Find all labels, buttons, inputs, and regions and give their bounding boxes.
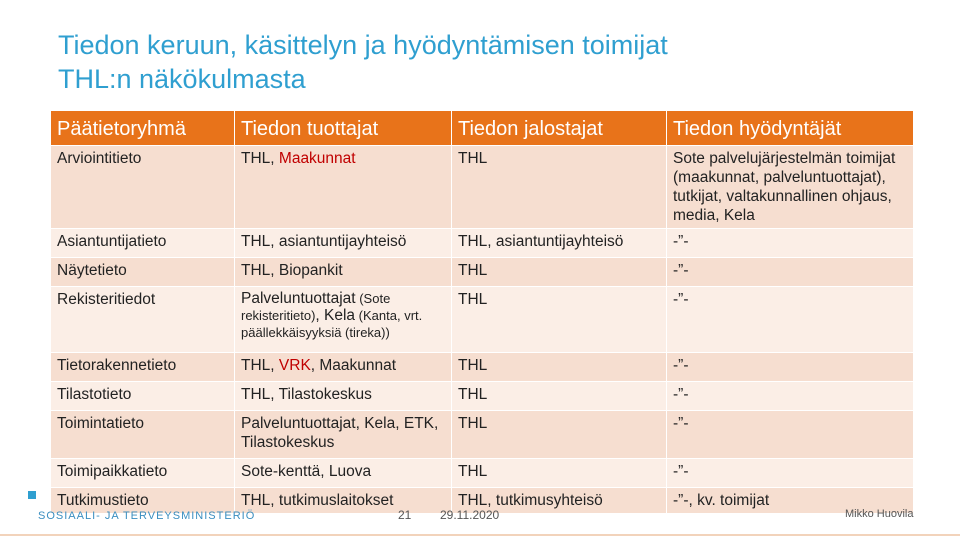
producers-note-2: (Kanta, vrt. päällekkäisyyksiä (tireka)): [241, 308, 423, 340]
slide-date: 29.11.2020: [440, 508, 500, 522]
cell-producers: THL, tutkimuslaitokset: [235, 488, 452, 514]
cell-producers: THL, asiantuntijayhteisö: [235, 229, 452, 258]
cell-group: Tilastotieto: [51, 382, 235, 411]
cell-producers: THL, Biopankit: [235, 258, 452, 287]
slide-title-line-2: THL:n näkökulmasta: [58, 64, 306, 94]
slide-title: [58, 28, 918, 96]
cell-users: -”-: [667, 258, 914, 287]
cell-refiners: THL: [452, 287, 667, 353]
cell-group: Rekisteritiedot: [51, 287, 235, 353]
cell-users: -”-: [667, 459, 914, 488]
table-row: [51, 411, 914, 459]
cell-group: Näytetieto: [51, 258, 235, 287]
cell-producers: THL, Tilastokeskus: [235, 382, 452, 411]
cell-producers: [235, 146, 452, 229]
table-row: [51, 459, 914, 488]
table-row: [51, 382, 914, 411]
producers-highlight: VRK: [278, 357, 311, 374]
table-row: [51, 287, 914, 353]
cell-refiners: THL: [452, 459, 667, 488]
cell-refiners: THL: [452, 146, 667, 229]
table-header-row: [51, 111, 914, 146]
cell-group: Arviointitieto: [51, 146, 235, 229]
table-row: [51, 146, 914, 229]
cell-users: -”-, kv. toimijat: [667, 488, 914, 514]
producers-text-2: , Maakunnat: [310, 357, 397, 374]
cell-users: -”-: [667, 382, 914, 411]
cell-group: Tutkimustieto: [51, 488, 235, 514]
cell-refiners: THL: [452, 411, 667, 459]
header-users: Tiedon hyödyntäjät: [667, 111, 914, 146]
cell-refiners: THL: [452, 258, 667, 287]
cell-users: -”-: [667, 287, 914, 353]
producers-text: THL,: [241, 150, 279, 167]
table-row: [51, 229, 914, 258]
table-row: [51, 353, 914, 382]
slide-author: Mikko Huovila: [845, 508, 914, 520]
producers-note: (Sote rekisteritieto): [241, 291, 391, 323]
cell-users: Sote palvelujärjestelmän toimijat (maakunnat, palveluntuottajat), tutkijat, valtakunnallinen ohjaus, media, Kela: [667, 146, 914, 229]
cell-group: Tietorakennetieto: [51, 353, 235, 382]
producers-text-2: , Kela: [315, 307, 356, 324]
slide-title-line-1: Tiedon keruun, käsittelyn ja hyödyntämisen toimijat: [58, 30, 668, 60]
table-row: [51, 258, 914, 287]
slide-number: 21: [398, 508, 412, 522]
cell-refiners: THL: [452, 353, 667, 382]
actors-table: [50, 110, 914, 514]
cell-group: Asiantuntijatieto: [51, 229, 235, 258]
cell-group: Toimintatieto: [51, 411, 235, 459]
producers-text: THL,: [241, 357, 279, 374]
cell-producers: Palveluntuottajat, Kela, ETK, Tilastokeskus: [235, 411, 452, 459]
header-producers: Tiedon tuottajat: [235, 111, 452, 146]
footer-organization: SOSIAALI- JA TERVEYSMINISTERIÖ: [38, 510, 256, 522]
cell-producers: [235, 353, 452, 382]
producers-text: Palveluntuottajat: [241, 290, 356, 307]
cell-refiners: THL: [452, 382, 667, 411]
header-main-group: Päätietoryhmä: [51, 111, 235, 146]
header-refiners: Tiedon jalostajat: [452, 111, 667, 146]
producers-highlight: Maakunnat: [278, 150, 356, 167]
cell-producers: Sote-kenttä, Luova: [235, 459, 452, 488]
cell-users: -”-: [667, 353, 914, 382]
cell-users: -”-: [667, 411, 914, 459]
cell-group: Toimipaikkatieto: [51, 459, 235, 488]
cell-producers: [235, 287, 452, 353]
cell-refiners: THL, asiantuntijayhteisö: [452, 229, 667, 258]
bottom-divider: [0, 534, 960, 536]
footer-bullet-square: [28, 491, 36, 499]
cell-users: -”-: [667, 229, 914, 258]
cell-refiners: THL, tutkimusyhteisö: [452, 488, 667, 514]
